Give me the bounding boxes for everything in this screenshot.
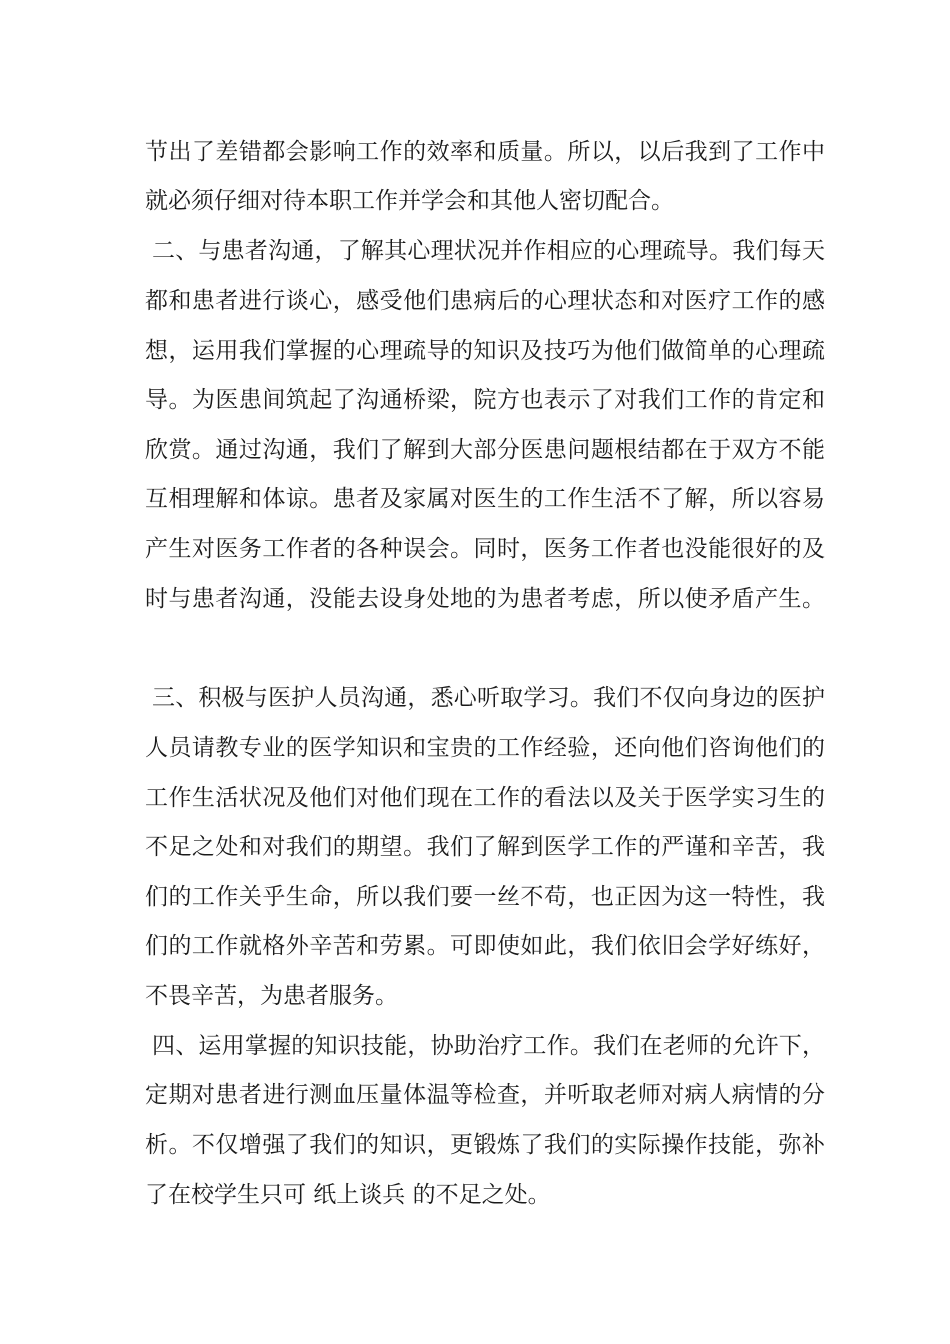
text-line: 了在校学生只可 纸上谈兵 的不足之处。 — [145, 1182, 551, 1208]
text-line: 不足之处和对我们的期望。我们了解到医学工作的严谨和辛苦，我 — [145, 834, 825, 860]
text-line: 人员请教专业的医学知识和宝贵的工作经验，还向他们咨询他们的 — [145, 735, 825, 761]
text-line: 互相理解和体谅。患者及家属对医生的工作生活不了解，所以容易 — [145, 486, 825, 512]
text-line: 工作生活状况及他们对他们现在工作的看法以及关于医学实习生的 — [145, 785, 825, 811]
text-line: 就必须仔细对待本职工作并学会和其他人密切配合。 — [145, 188, 674, 214]
text-line: 产生对医务工作者的各种误会。同时，医务工作者也没能很好的及 — [145, 536, 825, 562]
text-line: 析。不仅增强了我们的知识，更锻炼了我们的实际操作技能，弥补 — [145, 1132, 825, 1158]
text-line: 四、运用掌握的知识技能，协助治疗工作。我们在老师的允许下， — [152, 1033, 825, 1059]
text-line: 二、与患者沟通，了解其心理状况并作相应的心理疏导。我们每天 — [152, 238, 825, 264]
text-line: 节出了差错都会影响工作的效率和质量。所以，以后我到了工作中 — [145, 139, 825, 165]
text-line: 都和患者进行谈心，感受他们患病后的心理状态和对医疗工作的感 — [145, 288, 825, 314]
text-line: 们的工作就格外辛苦和劳累。可即使如此，我们依旧会学好练好， — [145, 933, 825, 959]
text-line: 三、积极与医护人员沟通，悉心听取学习。我们不仅向身边的医护 — [152, 685, 825, 711]
text-line: 想，运用我们掌握的心理疏导的知识及技巧为他们做简单的心理疏 — [145, 338, 825, 364]
text-line: 导。为医患间筑起了沟通桥梁，院方也表示了对我们工作的肯定和 — [145, 387, 825, 413]
text-line: 们的工作关乎生命，所以我们要一丝不苟，也正因为这一特性，我 — [145, 884, 825, 910]
text-line: 欣赏。通过沟通，我们了解到大部分医患问题根结都在于双方不能 — [145, 437, 825, 463]
text-line: 时与患者沟通，没能去设身处地的为患者考虑，所以使矛盾产生。 — [145, 586, 825, 612]
text-line: 定期对患者进行测血压量体温等检查，并听取老师对病人病情的分 — [145, 1082, 825, 1108]
text-line: 不畏辛苦，为患者服务。 — [145, 983, 398, 1009]
